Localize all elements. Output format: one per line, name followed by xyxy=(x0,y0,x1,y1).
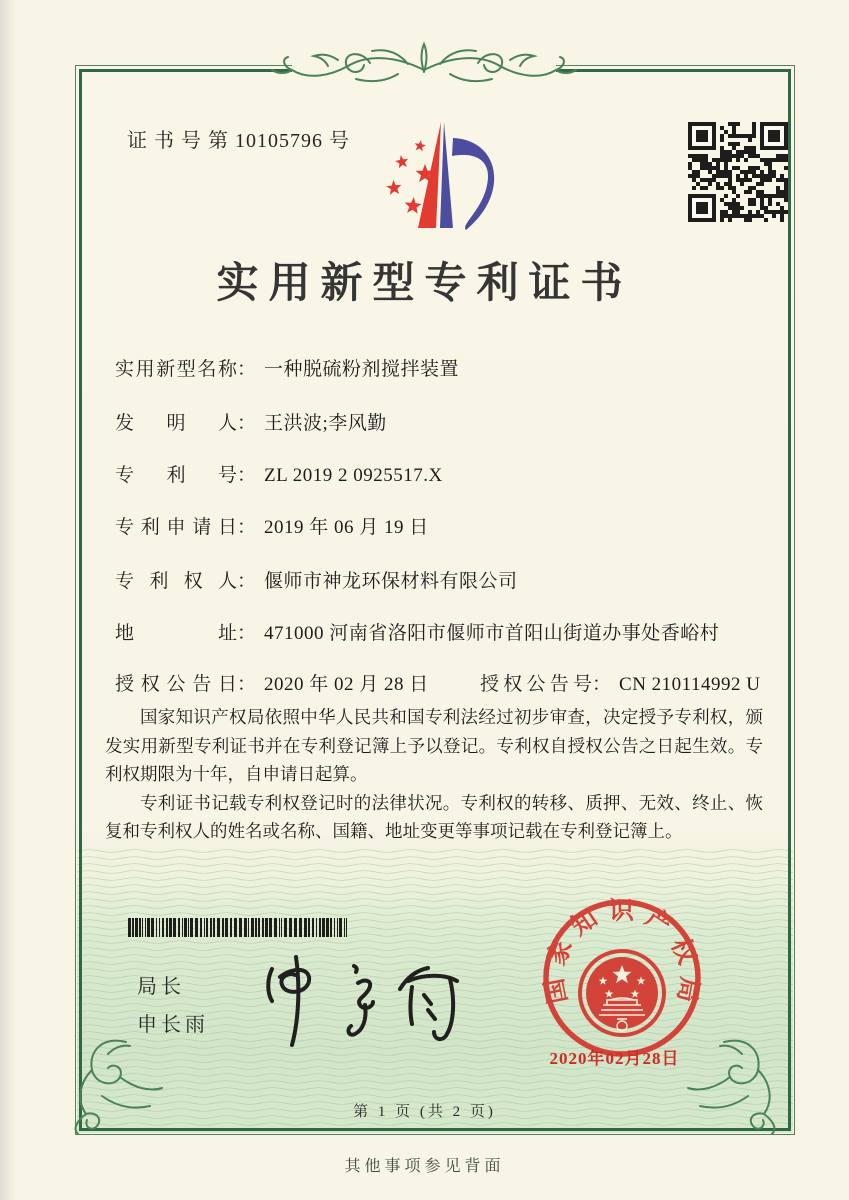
field-label: 专利权人 xyxy=(115,571,237,592)
field-row-filing-date: 专利申请日 ： 2019 年 06 月 19 日 xyxy=(115,514,789,544)
legal-paragraphs xyxy=(105,703,763,846)
field-row-grant: 授权公告日 ： 2020 年 02 月 28 日 授权公告号 ： CN 210114992 U xyxy=(115,671,789,701)
field-label: 专利申请日 xyxy=(115,517,237,538)
field-row-name: 实用新型名称 ： 一种脱硫粉剂搅拌装置 xyxy=(115,356,789,386)
barcode xyxy=(128,918,350,937)
grant-number-group: 授权公告号 ： CN 210114992 U xyxy=(480,671,760,699)
field-row-inventor: 发明人 ： 王洪波;李风勤 xyxy=(115,410,789,440)
field-label: 实用新型名称 xyxy=(115,359,237,380)
field-value: 王洪波;李风勤 xyxy=(264,413,387,434)
field-value: 2020 年 02 月 28 日 xyxy=(264,674,429,695)
paragraph-register-statement: 专利证书记载专利权登记时的法律状况。专利权的转移、质押、无效、终止、恢复和专利权人的姓名或名称、国籍、地址变更等事项记载在专利登记簿上。 xyxy=(105,792,763,841)
signature-handwriting xyxy=(252,945,482,1055)
qr-code xyxy=(688,122,788,222)
bottom-left-ornament xyxy=(62,1034,166,1142)
officer-title: 局长 xyxy=(137,976,185,998)
field-label: 专利号 xyxy=(115,465,237,486)
field-value: 2019 年 06 月 19 日 xyxy=(264,517,429,538)
certificate-number: 证 书 号 第 10105796 号 xyxy=(127,130,350,152)
page-number: 第 1 页 (共 2 页) xyxy=(353,1104,496,1120)
document-title: 实用新型专利证书 xyxy=(216,261,633,307)
field-label: 发明人 xyxy=(115,413,237,434)
field-row-patent-no: 专利号 ： ZL 2019 2 0925517.X xyxy=(115,462,789,492)
paragraph-grant-statement: 国家知识产权局依照中华人民共和国专利法经过初步审查，决定授予专利权，颁发实用新型专利证书并在专利登记簿上予以登记。专利权自授权公告之日起生效。专利权期限为十年，自申请日起算。 xyxy=(105,707,763,784)
field-label: 地址 xyxy=(115,623,237,644)
top-border-ornament xyxy=(264,40,584,104)
field-label: 授权公告日 xyxy=(115,674,237,695)
field-value: 一种脱硫粉剂搅拌装置 xyxy=(264,359,460,380)
field-value: 471000 河南省洛阳市偃师市首阳山街道办事处香峪村 xyxy=(264,623,720,644)
field-value: 偃师市神龙环保材料有限公司 xyxy=(264,571,518,592)
scan-edge-shadow xyxy=(0,0,16,1200)
cnipa-logo xyxy=(368,112,528,238)
seal-text: 国家知识产权局 xyxy=(541,897,703,1006)
official-seal xyxy=(537,893,707,1063)
field-row-patentee: 专利权人 ： 偃师市神龙环保材料有限公司 xyxy=(115,568,789,598)
field-row-address: 地址 ： 471000 河南省洛阳市偃师市首阳山街道办事处香峪村 xyxy=(115,620,789,650)
field-value: CN 210114992 U xyxy=(619,674,761,695)
field-value: ZL 2019 2 0925517.X xyxy=(264,465,443,486)
officer-name: 申长雨 xyxy=(137,1014,209,1036)
seal-date: 2020年02月28日 xyxy=(549,1049,680,1068)
field-label: 授权公告号 xyxy=(480,674,592,695)
national-emblem-icon xyxy=(580,951,664,1035)
back-side-note: 其他事项参见背面 xyxy=(344,1158,505,1175)
